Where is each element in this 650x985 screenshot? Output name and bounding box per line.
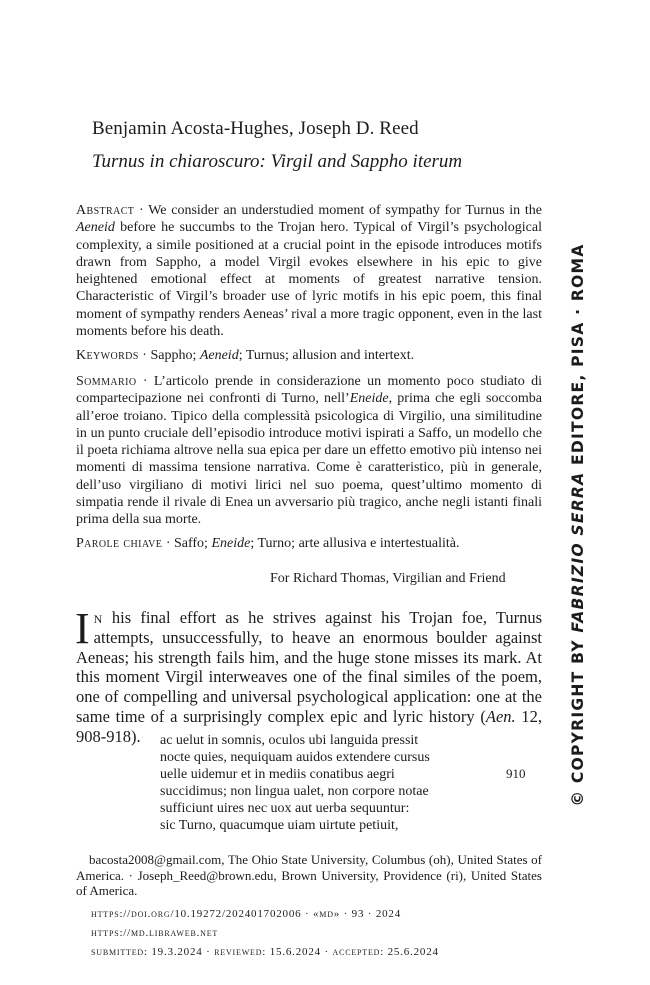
keywords-text-2: ; Turnus; allusion and intertext.: [238, 348, 415, 363]
keywords-separator: ·: [138, 348, 151, 363]
drop-cap: I: [75, 604, 90, 653]
authors: Benjamin Acosta-Hughes, Joseph D. Reed: [92, 118, 419, 139]
parole-chiave-separator: ·: [162, 536, 174, 551]
sommario: [76, 373, 542, 529]
verse-line-number: 910: [506, 766, 526, 781]
copyright-text-rest: EDITORE, PISA · ROMA: [569, 243, 587, 472]
journal-url: https://md.libraweb.net: [91, 927, 219, 939]
abstract-text-2: before he succumbs to the Trojan hero. Typical of Virgil’s psychological complexity, a simile positioned at a crucial point in the episode introduces motifs drawn from Sappho, a model Virgil evokes elsewhere in his epic to give heightened emotional effect at moments of greatest narrative tension. Characteristic of Virgil’s broader use of lyric motifs in his epic poem, this final moment of sympathy renders Aeneas’ rival a more tragic opponent, even in the last moments before his death.: [76, 220, 542, 340]
copyright-symbol: ©: [569, 789, 587, 807]
abstract-italic: Aeneid: [76, 220, 115, 236]
parole-chiave-italic: Eneide: [211, 536, 251, 551]
abstract: [76, 202, 542, 340]
dedication: For Richard Thomas, Virgilian and Friend: [270, 571, 506, 586]
body-citation-italic: Aen.: [485, 706, 516, 726]
body-text-1: his final effort as he strives against his Trojan foe, Turnus attempts, unsuccessfully, to heave an enormous boulder against Aeneas; his strength fails him, and the huge stone misses its mark. At this moment Virgil interweaves one of the final similes of the poem, one of compelling and universal psychological application: one at the same time of a surprisingly complex epic and lyric history (: [76, 608, 542, 726]
copyright-text-upright: COPYRIGHT BY: [569, 632, 587, 790]
doi-line: https://doi.org/10.19272/202401702006 · «md» · 93 · 2024: [91, 908, 402, 920]
keywords-italic: Aeneid: [199, 348, 239, 363]
abstract-label: Abstract: [76, 203, 135, 218]
verse-quotation: [160, 732, 430, 834]
verse-line: uelle uidemur et in mediis conatibus aegri: [160, 767, 395, 782]
keywords-label: Keywords: [76, 348, 139, 363]
sommario-text-1: L’articolo prende in considerazione un momento poco studiato di compartecipazione nei confronti di Turno, nell’: [76, 374, 542, 407]
first-word-rest: n: [93, 608, 103, 627]
sommario-italic: Eneide: [349, 391, 389, 407]
verse-line: succidimus; non lingua ualet, non corpore notae: [160, 784, 429, 799]
parole-chiave-label: Parole chiave: [76, 536, 163, 551]
parole-chiave-text-1: Saffo;: [173, 536, 212, 551]
parole-chiave: [76, 535, 542, 552]
verse-line: ac uelut in somnis, oculos ubi languida pressit: [160, 733, 419, 748]
keywords: [76, 347, 542, 364]
copyright-notice: [569, 243, 587, 806]
article-title: Turnus in chiaroscuro: Virgil and Sappho iterum: [92, 151, 463, 172]
body-paragraph: [75, 604, 543, 747]
body-text-2: 12, 908-918).: [76, 706, 543, 746]
submission-dates: submitted: 19.3.2024 · reviewed: 15.6.2024 · accepted: 25.6.2024: [91, 946, 439, 958]
copyright-text-italic: FABRIZIO SERRA: [569, 471, 587, 633]
sommario-separator: ·: [136, 374, 154, 389]
verse-line: sic Turno, quacumque uiam uirtute petiuit,: [160, 818, 399, 833]
abstract-separator: ·: [134, 203, 149, 218]
abstract-text-1: We consider an understudied moment of sympathy for Turnus in the: [148, 203, 542, 218]
parole-chiave-text-2: ; Turno; arte allusiva e intertestualità.: [250, 536, 460, 551]
keywords-text-1: Sappho;: [150, 348, 200, 363]
verse-line: nocte quies, nequiquam auidos extendere cursus: [160, 750, 430, 765]
sommario-text-2: , prima che egli soccomba all’eroe troiano. Tipico della complessità psicologica di Virgilio, una similitudine in un punto cruciale dell’episodio introduce motivi ispirati a Saffo, un modello che il poeta richiama altrove nella sua epica per dare un effetto emotivo più intenso nei momenti di massima tensione narrativa. Come è caratteristico, più in generale, dell’uso virgiliano di motivi lirici nel suo poema, quest’ultimo momento di simpatia rende il rivale di Enea un avversario più tragico, anche negli istanti finali prima della sua morte.: [76, 391, 542, 528]
author-affiliations-footnote: bacosta2008@gmail.com, The Ohio State University, Columbus (oh), United States of America. · Joseph_Reed@brown.edu, Brown University, Providence (ri), United States of America.: [76, 852, 542, 899]
sommario-label: Sommario: [76, 374, 137, 389]
verse-line: sufficiunt uires nec uox aut uerba sequuntur:: [160, 801, 410, 816]
